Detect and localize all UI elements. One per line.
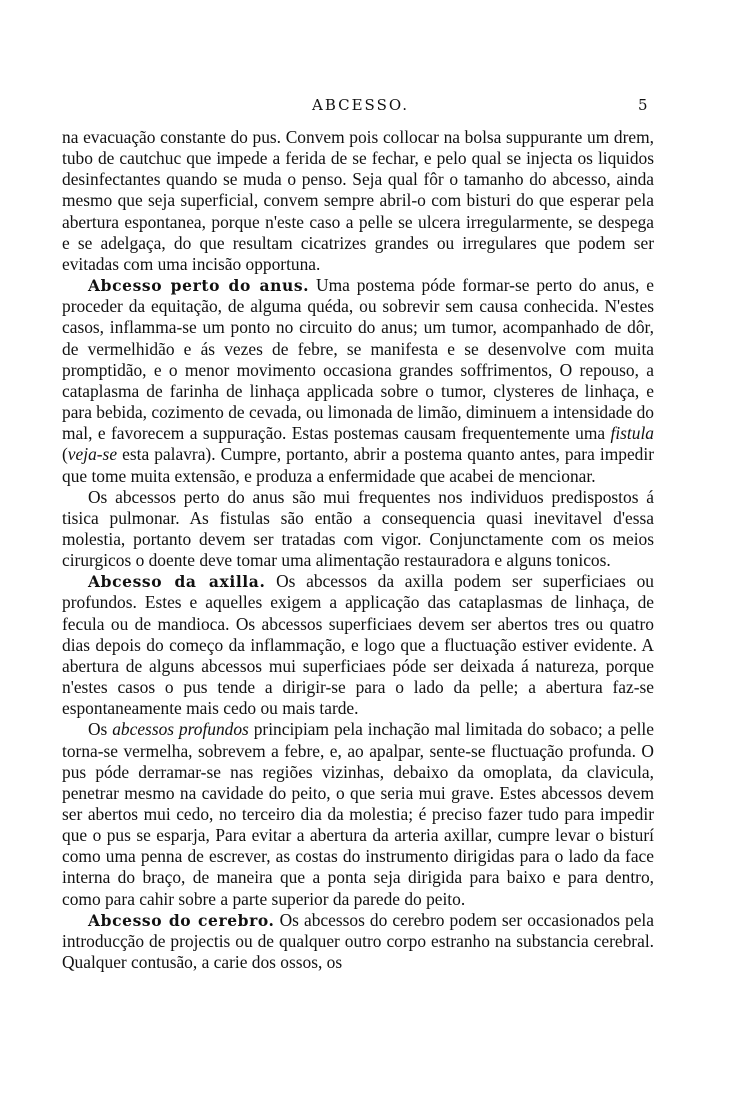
paragraph-abcesso-cerebro xyxy=(62,910,654,973)
body-text xyxy=(62,127,654,973)
paragraph-text: na evacuação constante do pus. Convem pois collocar na bolsa suppurante um drem, tubo de cautchuc que impede a ferida de se fechar, e pelo qual se injecta os liquidos desinfectantes quando se muda o penso. Seja qual fôr o tamanho do abcesso, ainda mesmo que seja superficial, convem sempre abril-o com bisturi do que esperar pela abertura espontanea, porque n'este caso a pelle se ulcera irregularmente, se despega e se adelgaça, do que resultam cicatrizes grandes ou irregulares que podem ser evitadas com uma incisão opportuna. xyxy=(62,127,654,274)
emphasis-text: veja-se xyxy=(67,444,118,465)
running-head xyxy=(0,96,747,120)
paragraph-abcesso-axilla xyxy=(62,571,654,719)
paragraph-text: Os abcessos da axilla podem ser superficiaes ou profundos. Estes e aquelles exigem a applicação das cataplasmas de linhaça, de fecula ou de mandioca. Os abcessos superficiaes devem ser abertos tres ou quatro dias depois do começo da inflammação, e logo que a fluctuação estiver evidente. A abertura de alguns abcessos mui superficiaes póde ser deixada á natureza, porque n'estes casos o pus tende a dirigir-se para o lado da pelle; a abertura faz-se espontaneamente mais cedo ou mais tarde. xyxy=(62,571,655,719)
paragraph-abcessos-profundos xyxy=(62,719,654,909)
running-title: ABCESSO. xyxy=(312,96,410,114)
paragraph-text: Uma postema póde formar-se perto do anus, e proceder da equitação, de alguma quéda, ou sobrevir sem causa conhecida. N'estes casos, inflamma-se um ponto no circuito do anus; um tumor, acompanhado de dôr, de vermelhidão e ás vezes de febre, se manifesta e se desenvolve com muita promptidão, e o menor movimento occasiona grandes soffrimentos, O repouso, a cataplasma de farinha de linhaça applicada sobre o tumor, clysteres de linhaça, e para bebida, cozimento de cevada, ou limonada de limão, diminuem a intensidade do mal, e favorecem a suppuração. Estas postemas causam frequentemente uma xyxy=(62,275,654,444)
page-number: 5 xyxy=(638,96,648,114)
section-heading-cerebro: Abcesso do cerebro. xyxy=(88,910,275,930)
paragraph-abcesso-anus xyxy=(62,275,654,487)
paragraph-text: Os abcessos do cerebro podem ser occasionados pela introducção de projectis ou de qualquer outro corpo estranho na substancia cerebral. Qualquer contusão, a carie dos ossos, os xyxy=(62,909,654,973)
paragraph-continuation xyxy=(62,127,654,275)
emphasis-text: fistula xyxy=(610,423,654,444)
section-heading-axilla: Abcesso da axilla. xyxy=(88,572,266,592)
paragraph-text: principiam pela inchação mal limitada do sobaco; a pelle torna-se vermelha, sobrevem a febre, e, ao apalpar, sente-se fluctuação profunda. O pus póde derramar-se nas regiões vizinhas, debaixo da omoplata, da clavicula, penetrar mesmo na cavidade do peito, o que seria mui grave. Estes abcessos devem ser abertos mui cedo, no terceiro dia da molestia; é preciso fazer tudo para impedir que o pus se esparja, Para evitar a abertura da arteria axillar, cumpre levar o bisturí como uma penna de escrever, as costas do instrumento dirigidas para o lado da face interna do braço, de maneira que a ponta seja dirigida para baixo e para dentro, como para cahir sobre a parte superior da parede do peito. xyxy=(62,719,654,909)
paragraph-text: Os abcessos perto do anus são mui frequentes nos individuos predispostos á tisica pulmonar. As fistulas são então a consequencia quasi inevitavel d'essa molestia, portanto devem ser tratadas com vigor. Conjunctamente com os meios cirurgicos o doente deve tomar uma alimentação restauradora e alguns tonicos. xyxy=(62,486,654,571)
emphasis-text: abcessos profundos xyxy=(112,719,249,740)
paragraph-text: esta palavra). Cumpre, portanto, abrir a postema quanto antes, para impedir que tome muita extensão, e produza a enfermidade que acabei de mencionar. xyxy=(62,444,654,486)
paragraph-anus-tisica xyxy=(62,487,654,572)
paragraph-text: Os xyxy=(88,719,108,740)
paragraph-text: ( xyxy=(62,444,68,465)
section-heading-anus: Abcesso perto do anus. xyxy=(88,276,310,296)
